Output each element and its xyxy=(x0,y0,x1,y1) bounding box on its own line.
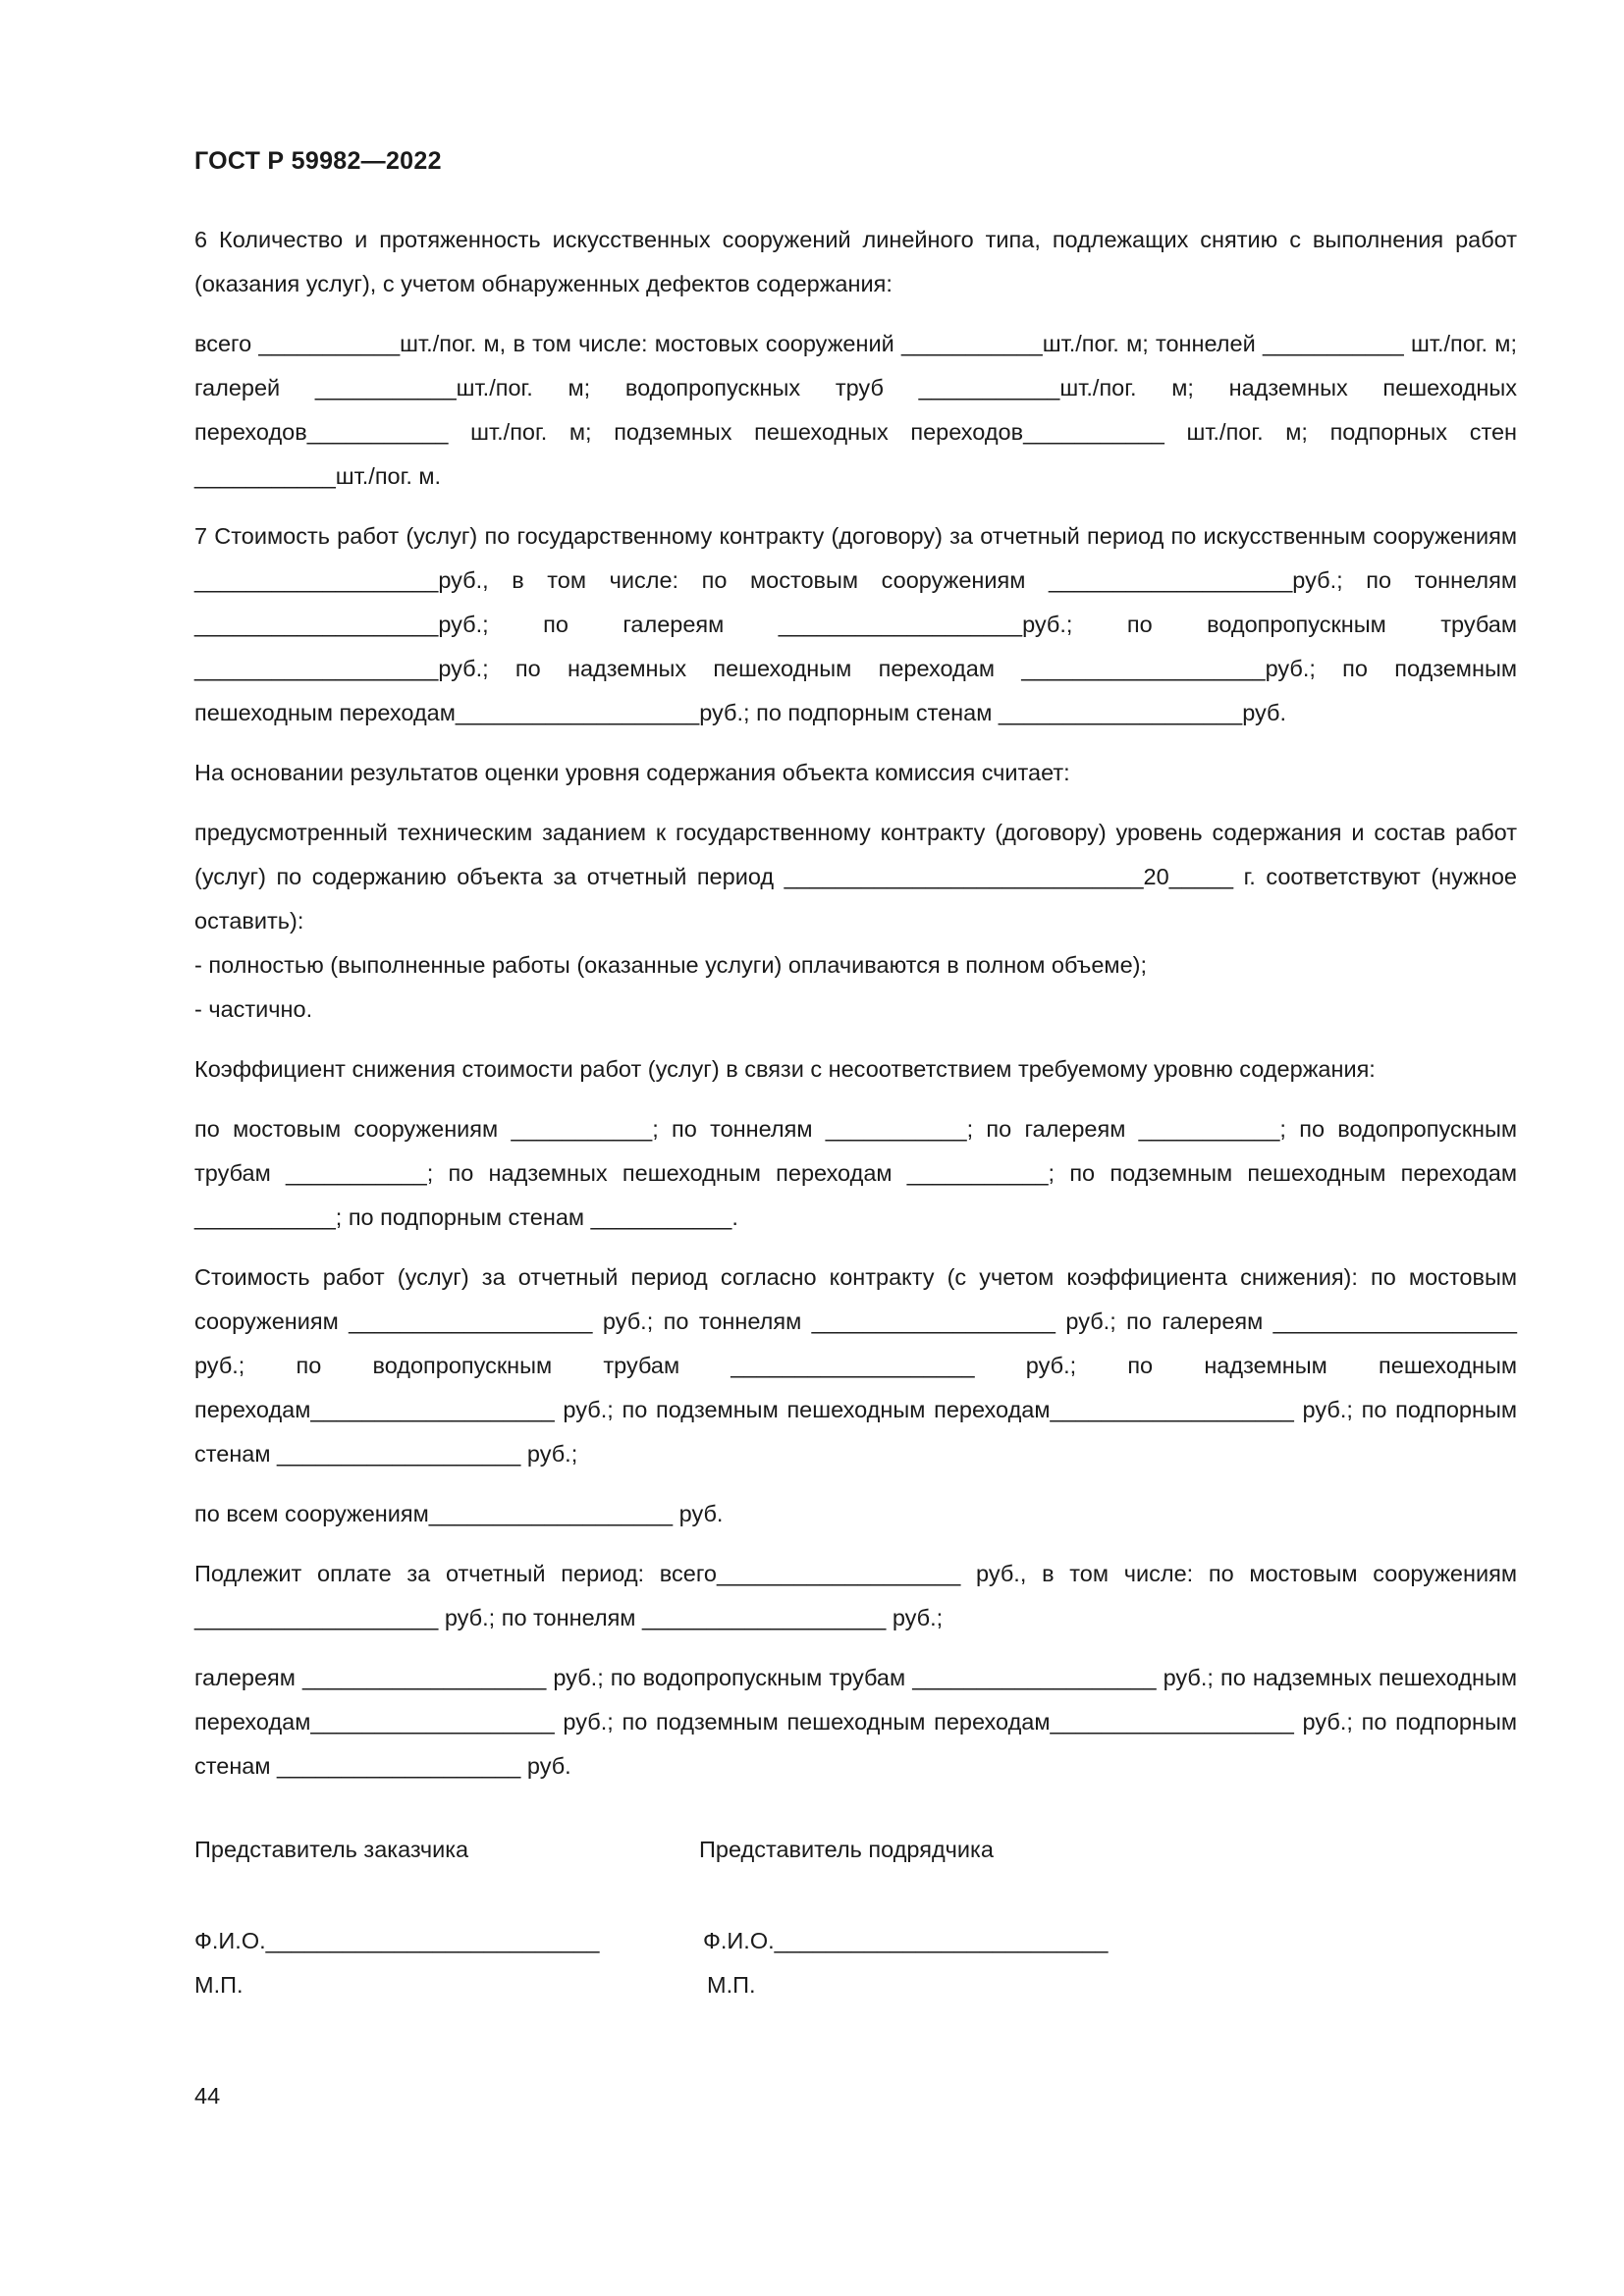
paragraph-reduction-coefficient: Коэффициент снижения стоимости работ (услуг) в связи с несоответствием требуемому уровню содержания: xyxy=(194,1056,1376,1082)
document-body xyxy=(194,218,1517,1804)
paragraph-all-structures: по всем сооружениям___________________ руб. xyxy=(194,1501,724,1526)
paragraph-item-7: 7 Стоимость работ (услуг) по государственному контракту (договору) за отчетный период по искусственным сооружениям ___________________руб., в том числе: по мостовым сооружениям ___________________руб.; по тоннелям ___________________руб.; по галереям ___________________руб.; по водопропускным трубам ___________________руб.; по надземных пешеходным переходам ___________________руб.; по подземным пешеходным переходам___________________руб.; по подпорным стенам ___________________руб. xyxy=(194,523,1517,725)
paragraph-cost-with-reduction: Стоимость работ (услуг) за отчетный период согласно контракту (с учетом коэффициента снижения): по мостовым сооружениям ___________________ руб.; по тоннелям ___________________ руб.; по галереям ___________________ руб.; по водопропускным трубам ___________________ руб.; по надземным пешеходным переходам___________________ руб.; по подземным пешеходным переходам___________________ руб.; по подпорным стенам ___________________ руб.; xyxy=(194,1264,1517,1467)
paragraph-coefficient-values: по мостовым сооружениям ___________; по тоннелям ___________; по галереям ___________; по водопропускным трубам ___________; по надземных пешеходным переходам ___________; по подземным пешеходным переходам ___________; по подпорным стенам ___________. xyxy=(194,1116,1517,1230)
paragraph-structures-count: всего ___________шт./пог. м, в том числе: мостовых сооружений ___________шт./пог. м; тоннелей ___________ шт./пог. м; галерей ___________шт./пог. м; водопропускных труб ___________шт./пог. м; надземных пешеходных переходов___________ шт./пог. м; подземных пешеходных переходов___________ шт./пог. м; подпорных стен ___________шт./пог. м. xyxy=(194,331,1517,489)
customer-seal-label: М.П. xyxy=(194,1972,244,1998)
customer-representative-label: Представитель заказчика xyxy=(194,1837,469,1862)
customer-fio-line: Ф.И.О.__________________________ xyxy=(194,1928,600,1953)
paragraph-payable-continued: галереям ___________________ руб.; по водопропускным трубам ___________________ руб.; по надземных пешеходным переходам___________________ руб.; по подземным пешеходным переходам___________________ руб.; по подпорным стенам ___________________ руб. xyxy=(194,1665,1517,1779)
paragraph-option-partial: - частично. xyxy=(194,996,313,1022)
contractor-fio-line: Ф.И.О.__________________________ xyxy=(703,1928,1109,1953)
page-number: 44 xyxy=(194,2083,221,2109)
paragraph-maintenance-level: предусмотренный техническим заданием к государственному контракту (договору) уровень содержания и состав работ (услуг) по содержанию объекта за отчетный период ____________________________20_____ г. соответствуют (нужное оставить): xyxy=(194,820,1517,934)
standard-header: ГОСТ Р 59982—2022 xyxy=(194,147,442,175)
contractor-representative-label: Представитель подрядчика xyxy=(699,1837,994,1862)
paragraph-commission-statement: На основании результатов оценки уровня содержания объекта комиссия считает: xyxy=(194,760,1070,785)
paragraph-item-6: 6 Количество и протяженность искусственных сооружений линейного типа, подлежащих снятию с выполнения работ (оказания услуг), с учетом обнаруженных дефектов содержания: xyxy=(194,227,1517,296)
contractor-seal-label: М.П. xyxy=(707,1972,756,1998)
paragraph-option-full: - полностью (выполненные работы (оказанные услуги) оплачиваются в полном объеме); xyxy=(194,952,1148,978)
paragraph-payable: Подлежит оплате за отчетный период: всего___________________ руб., в том числе: по мостовым сооружениям ___________________ руб.; по тоннелям ___________________ руб.; xyxy=(194,1561,1517,1630)
